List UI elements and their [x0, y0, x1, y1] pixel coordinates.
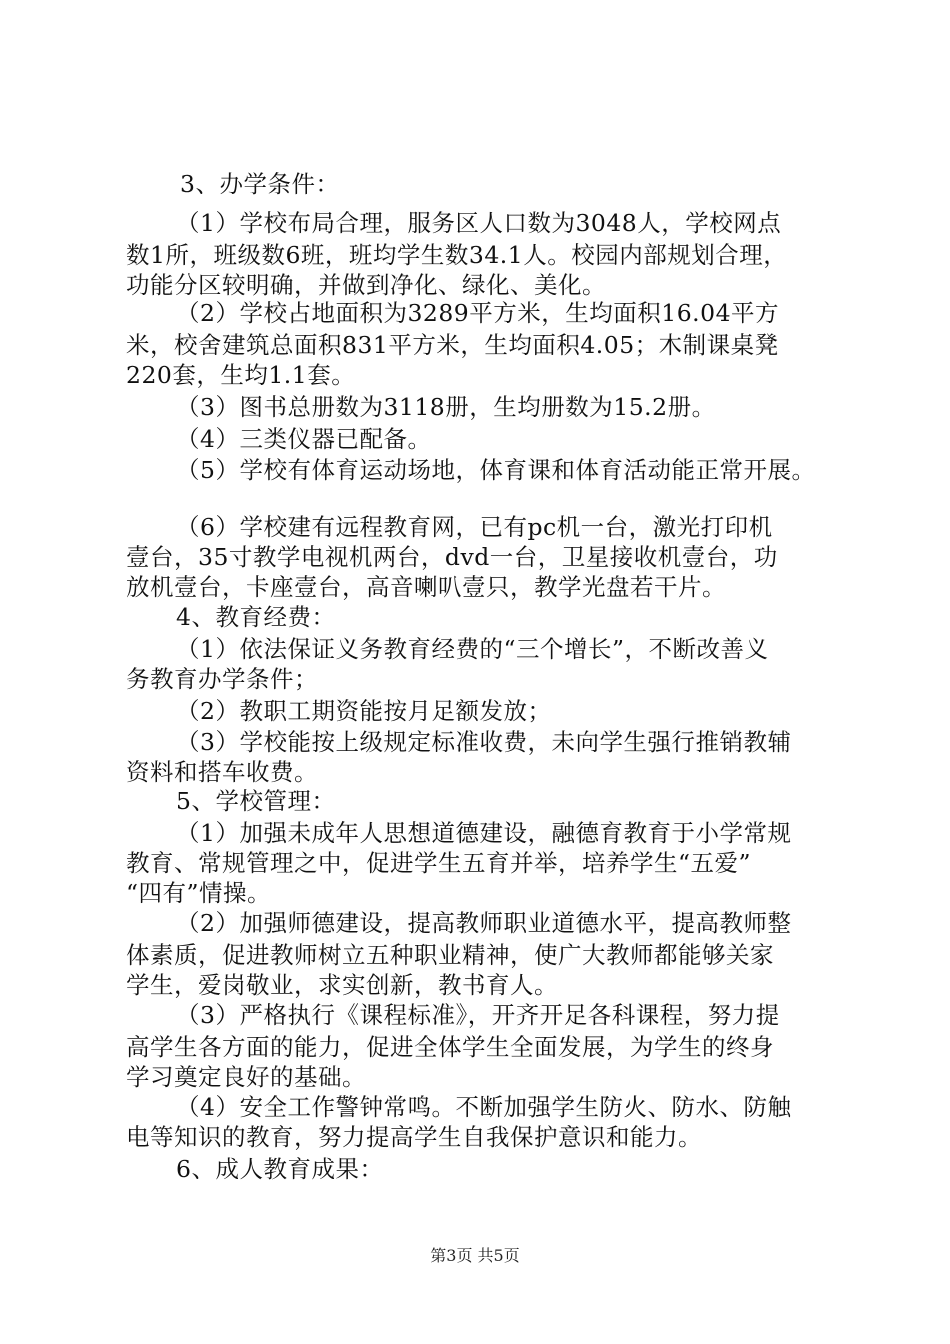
text-line: （2）学校占地面积为3289平方米，生均面积16.04平方 — [176, 299, 780, 327]
text-line: 数1所，班级数6班，班均学生数34.1人。校园内部规划合理， — [126, 241, 788, 269]
text-line: （3）学校能按上级规定标准收费，未向学生强行推销教辅 — [176, 728, 792, 756]
text-line: 学习奠定良好的基础。 — [126, 1063, 366, 1091]
text-line: 3、办学条件： — [180, 170, 340, 198]
text-line: 电等知识的教育，努力提高学生自我保护意识和能力。 — [126, 1123, 702, 1151]
text-line: 务教育办学条件； — [126, 665, 318, 693]
text-line: 教育、常规管理之中，促进学生五育并举，培养学生“五爱” — [126, 849, 752, 877]
text-line: （4）三类仪器已配备。 — [176, 425, 432, 453]
text-line: （1）依法保证义务教育经费的“三个增长”，不断改善义 — [176, 635, 769, 663]
text-line: 高学生各方面的能力，促进全体学生全面发展，为学生的终身 — [126, 1033, 774, 1061]
text-line: （3）图书总册数为3118册，生均册数为15.2册。 — [176, 393, 716, 421]
text-line: 220套，生均1.1套。 — [126, 361, 356, 389]
text-line: （4）安全工作警钟常鸣。不断加强学生防火、防水、防触 — [176, 1093, 792, 1121]
text-line: （1）学校布局合理，服务区人口数为3048人，学校网点 — [176, 209, 782, 237]
text-line: （6）学校建有远程教育网，已有pc机一台，激光打印机 — [176, 513, 773, 541]
text-line: 壹台，35寸教学电视机两台，dvd一台，卫星接收机壹台，功 — [126, 543, 778, 571]
text-line: “四有”情操。 — [126, 879, 272, 907]
text-line: （2）教职工期资能按月足额发放； — [176, 697, 552, 725]
text-line: 5、学校管理： — [176, 787, 336, 815]
text-line: 功能分区较明确，并做到净化、绿化、美化。 — [126, 271, 606, 299]
text-line: （1）加强未成年人思想道德建设，融德育教育于小学常规 — [176, 819, 792, 847]
text-line: （5）学校有体育运动场地，体育课和体育活动能正常开展。 — [176, 456, 816, 484]
text-line: 4、教育经费： — [176, 603, 336, 631]
text-line: 资料和搭车收费。 — [126, 758, 318, 786]
text-line: 体素质，促进教师树立五种职业精神，使广大教师都能够关家 — [126, 941, 774, 969]
text-line: （3）严格执行《课程标准》，开齐开足各科课程，努力提 — [176, 1001, 780, 1029]
text-line: （2）加强师德建设，提高教师职业道德水平，提高教师整 — [176, 909, 792, 937]
page-footer: 第3页 共5页 — [430, 1246, 520, 1265]
text-line: 放机壹台，卡座壹台，高音喇叭壹只，教学光盘若干片。 — [126, 573, 726, 601]
text-line: 学生，爱岗敬业，求实创新，教书育人。 — [126, 971, 558, 999]
text-line: 6、成人教育成果： — [176, 1155, 384, 1183]
text-line: 米，校舍建筑总面积831平方米，生均面积4.05；木制课桌凳 — [126, 331, 779, 359]
